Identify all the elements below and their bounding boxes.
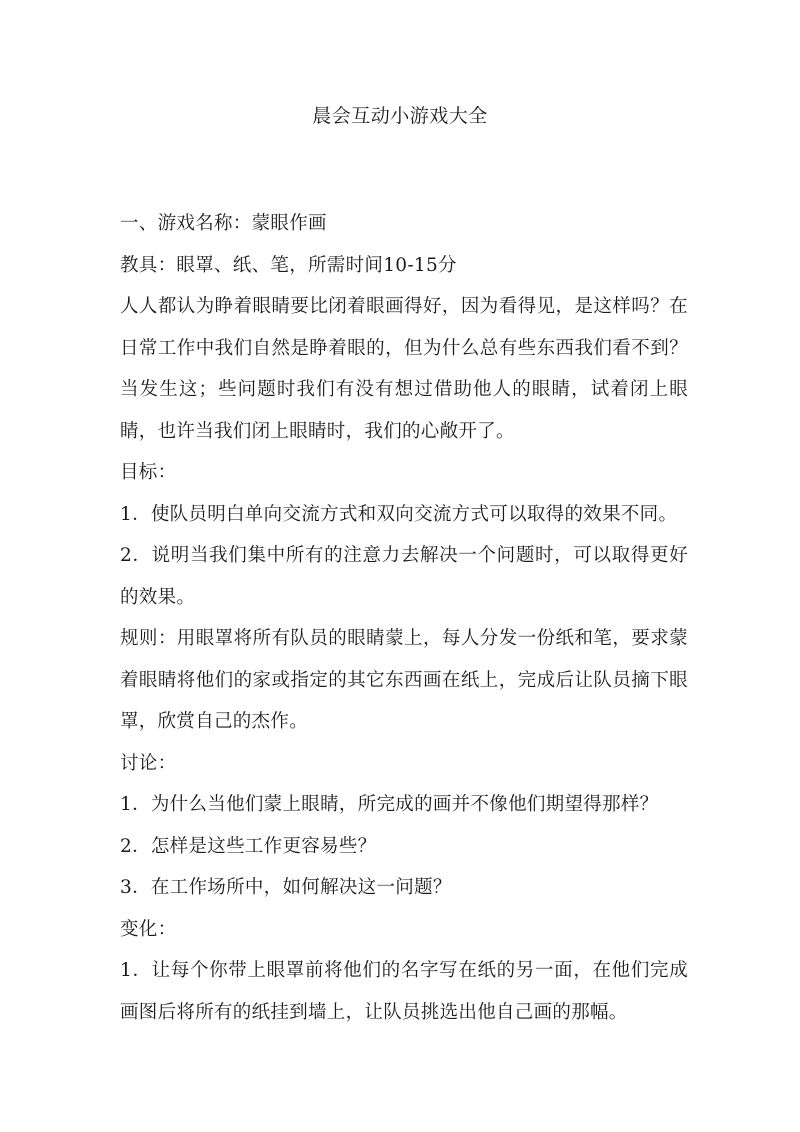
discussion-item: 1．为什么当他们蒙上眼睛，所完成的画并不像他们期望得那样？: [120, 794, 659, 815]
discussion-item: 2．怎样是这些工作更容易些？: [120, 835, 377, 857]
variation-heading: 变化：: [120, 918, 177, 940]
document-title: 晨会互动小游戏大全: [312, 105, 488, 127]
materials-line: 教具：眼罩、纸、笔，所需时间10-15分: [120, 254, 457, 276]
intro-paragraph: 人人都认为睁着眼睛要比闭着眼画得好，因为看得见，是这样吗？在日常工作中我们自然是睁着眼的，但为什么总有些东西我们看不到？当发生这；些问题时我们有没有想过借助他人的眼睛，试着闭上眼睛，也许当我们闭上眼睛时，我们的心敞开了。: [120, 296, 688, 442]
goal-item: 2．说明当我们集中所有的注意力去解决一个问题时，可以取得更好的效果。: [120, 545, 688, 608]
variation-item: 1．让每个你带上眼罩前将他们的名字写在纸的另一面，在他们完成画图后将所有的纸挂到墙上，让队员挑选出他自己画的那幅。: [120, 960, 688, 1023]
document-body: [120, 203, 688, 1033]
discussion-heading: 讨论：: [120, 752, 177, 774]
goal-item: 1．使队员明白单向交流方式和双向交流方式可以取得的效果不同。: [120, 503, 678, 525]
goal-heading: 目标：: [120, 462, 177, 483]
rules-paragraph: 规则：用眼罩将所有队员的眼睛蒙上，每人分发一份纸和笔，要求蒙着眼睛将他们的家或指定的其它东西画在纸上，完成后让队员摘下眼罩，欣赏自己的杰作。: [120, 628, 688, 732]
section-heading: 一、游戏名称：蒙眼作画: [120, 213, 327, 234]
discussion-item: 3．在工作场所中，如何解决这一问题？: [120, 877, 452, 898]
